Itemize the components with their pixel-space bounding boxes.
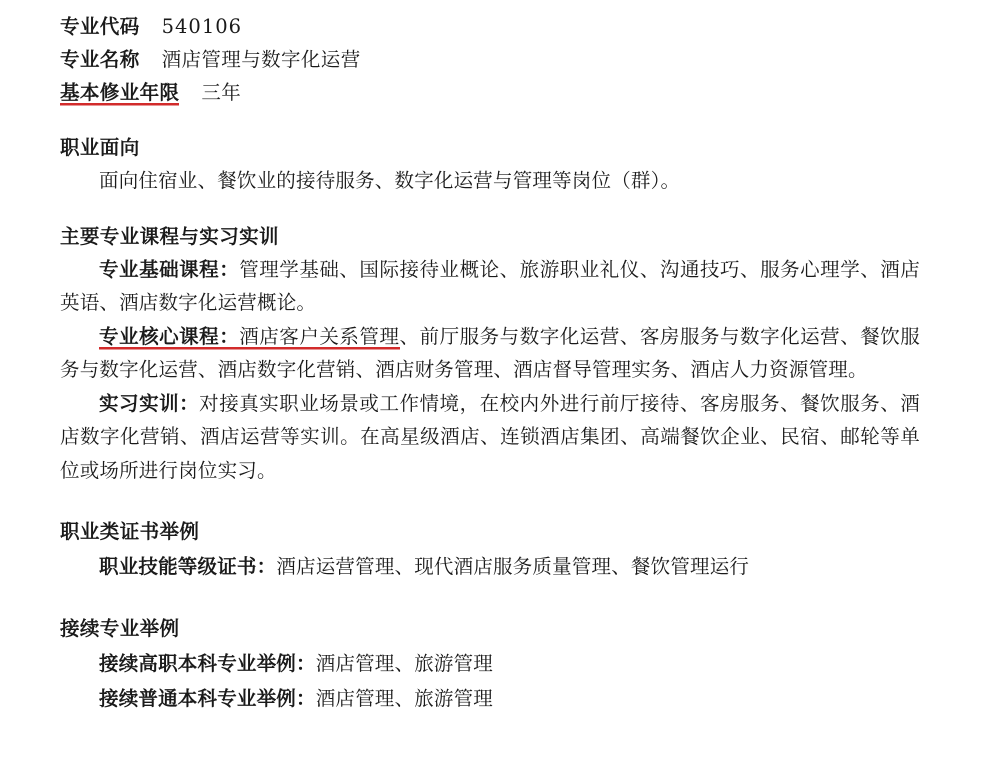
text-regular-undergrad: 酒店管理、旅游管理 <box>315 687 494 710</box>
sub-label-regular-undergrad: 接续普通本科专业举例： <box>99 687 316 710</box>
sub-label-basic-courses: 专业基础课程： <box>99 257 240 281</box>
field-value: 540106 <box>161 15 243 38</box>
field-study-duration <box>60 76 920 109</box>
highlight-core-course: 酒店客户关系管理 <box>239 324 400 348</box>
field-label: 基本修业年限 <box>60 81 180 104</box>
paragraph-core-courses <box>60 320 920 387</box>
field-value: 三年 <box>201 81 242 104</box>
field-label: 专业名称 <box>60 48 140 71</box>
paragraph-internship <box>60 387 920 488</box>
text-basic-courses: 管理学基础、国际接待业概论、旅游职业礼仪、沟通技巧、服务心理学、酒店英语、酒店数字化运营概论。 <box>60 257 920 314</box>
sub-label-internship: 实习实训： <box>99 391 200 415</box>
paragraph-vocational-undergrad <box>60 647 920 681</box>
section-heading-courses: 主要专业课程与实习实训 <box>60 224 279 248</box>
field-major-name <box>60 43 920 76</box>
paragraph-basic-courses <box>60 253 920 320</box>
paragraph-career-orientation: 面向住宿业、餐饮业的接待服务、数字化运营与管理等岗位（群）。 <box>99 169 681 192</box>
sub-label-skill-certificates: 职业技能等级证书： <box>99 555 277 578</box>
section-heading-career-orientation: 职业面向 <box>60 136 140 159</box>
text-internship: 对接真实职业场景或工作情境，在校内外进行前厅接待、客房服务、餐饮服务、酒店数字化营销、酒店运营等实训。在高星级酒店、连锁酒店集团、高端餐饮企业、民宿、邮轮等单位或场所进行岗位实习。 <box>60 391 920 482</box>
section-heading-certificates: 职业类证书举例 <box>60 520 200 543</box>
text-core-courses: 、前厅服务与数字化运营、客房服务与数字化运营、餐饮服务与数字化运营、酒店数字化营销、酒店财务管理、酒店督导管理实务、酒店人力资源管理。 <box>60 324 921 381</box>
sub-label-core-courses: 专业核心课程： <box>99 324 240 348</box>
text-skill-certificates: 酒店运营管理、现代酒店服务质量管理、餐饮管理运行 <box>276 555 750 578</box>
field-label: 专业代码 <box>60 15 140 38</box>
paragraph-regular-undergrad <box>60 682 920 716</box>
field-major-code <box>60 10 920 43</box>
field-value: 酒店管理与数字化运营 <box>161 48 361 71</box>
paragraph-skill-certificates <box>60 550 920 584</box>
sub-label-vocational-undergrad: 接续高职本科专业举例： <box>99 651 316 675</box>
text-vocational-undergrad: 酒店管理、旅游管理 <box>315 651 494 675</box>
section-heading-follow-up-majors: 接续专业举例 <box>60 616 180 640</box>
